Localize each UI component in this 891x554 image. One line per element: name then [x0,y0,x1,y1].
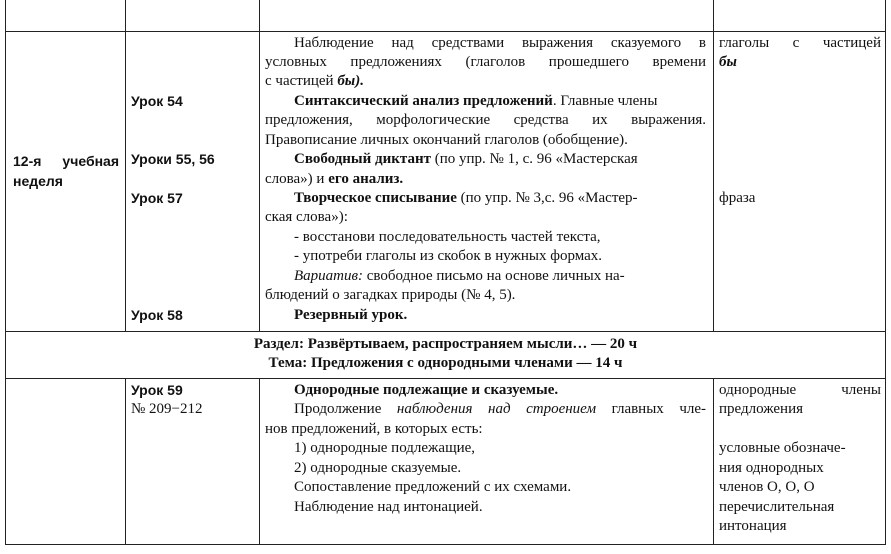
observation-line-1: Наблюдение над средствами выражения сказуемого в [294,35,706,51]
term-homogeneous-members-2: предложения [719,401,804,417]
term-enumerative-intonation-2: интонация [719,518,787,534]
table-rule-after-section [5,378,886,379]
lesson-58-label: Урок 58 [131,307,183,323]
observation-line-3-text: с частицей [265,73,338,89]
observation-structure-text-a: Продолжение [294,401,397,417]
table-border-top-line [5,31,886,32]
lessons-55-56-label: Уроки 55, 56 [131,151,215,167]
dictation-title: Свободный диктант [294,151,431,167]
lesson-59-exercises: № 209−212 [131,401,203,417]
particle-by: бы). [337,73,364,89]
homogeneous-item-2: 2) однородные сказуемые. [294,460,462,476]
topic-title: Тема: Предложения с однородными членами — 14 ч [268,355,623,371]
variant-label: Вариатив: [294,268,364,284]
creative-copy-title: Творческое списывание [294,190,457,206]
table-border-bottom-line [5,544,886,545]
observation-structure-line-1 [294,400,706,420]
lesson-54-label: Урок 54 [131,93,183,109]
syntax-analysis-line-1 [294,92,657,112]
column-divider-1 [125,0,126,332]
column-divider-3 [713,0,714,332]
dictation-line-1-rest: (по упр. № 1, с. 96 «Мастерская [430,151,638,167]
creative-copy-item-2: - употреби глаголы из скобок в нужных формах. [294,248,603,264]
observation-structure-line-2: нов предложений, в которых есть: [265,421,483,437]
term-symbols-line-2: ния однородных [719,460,824,476]
syntax-analysis-title: Синтаксический анализ предложений [294,93,553,109]
homogeneous-item-1: 1) однородные подлежащие, [294,440,476,456]
lesson-57-label: Урок 57 [131,190,183,206]
column-divider-2 [259,0,260,332]
week-label [13,152,119,191]
dictation-line-2 [265,170,403,190]
syntax-analysis-line-1-rest: . Главные члены [552,93,658,109]
homogeneous-title: Однородные подлежащие и сказуемые. [294,382,559,398]
term-verbs-with-particle: глаголы с частицей [719,35,881,51]
reserve-lesson: Резервный урок. [294,307,408,323]
term-symbols-line-1: условные обозначе- [719,440,846,456]
variant-line-2: блюдений о загадках природы (№ 4, 5). [265,287,516,303]
creative-copy-line-1 [294,189,638,209]
dictation-line-1 [294,150,638,170]
term-enumerative-intonation-1: перечислительная [719,499,835,515]
column-divider-2-lower [259,378,260,545]
term-phrase: фраза [719,190,756,206]
observation-structure-emphasis: наблюдения над строением [396,401,597,417]
variant-line-1-rest: свободное письмо на основе личных на- [363,268,625,284]
week-noun: неделя [13,172,63,189]
week-word: учебная [62,153,119,169]
observation-structure-text-c: главных чле- [596,401,707,417]
dictation-analysis: его анализ. [328,171,404,187]
lesson-59-label: Урок 59 [131,382,183,398]
dictation-line-2-text: слова») и [265,171,329,187]
observation-line-3 [265,72,364,92]
creative-copy-line-1-rest: (по упр. № 3,с. 96 «Мастер- [456,190,638,206]
column-divider-3-lower [713,378,714,545]
term-symbols-line-3: членов О, О, О [719,479,815,495]
creative-copy-item-1: - восстанови последовательность частей текста, [294,229,601,245]
table-rule-before-section [5,331,886,332]
syntax-analysis-line-3: Правописание личных окончаний глаголов (обобщение). [265,132,628,148]
column-divider-1-lower [125,378,126,545]
term-particle-by: бы [719,54,737,70]
variant-line-1 [294,267,625,287]
term-homogeneous-members: однородные члены [719,382,881,398]
schemes-comparison: Сопоставление предложений с их схемами. [294,479,572,495]
intonation-observation: Наблюдение над интонацией. [294,499,483,515]
table-border-left [5,0,6,545]
week-number: 12-я [13,153,42,169]
table-border-right [885,0,886,545]
creative-copy-line-2: ская слова»): [265,209,348,225]
observation-line-2: условных предложениях (глаголов прошедшего времени [265,54,706,70]
syntax-analysis-line-2: предложения, морфологические средства их выражения. [265,112,706,128]
section-title: Раздел: Развёртываем, распространяем мысли… — 20 ч [253,336,638,352]
